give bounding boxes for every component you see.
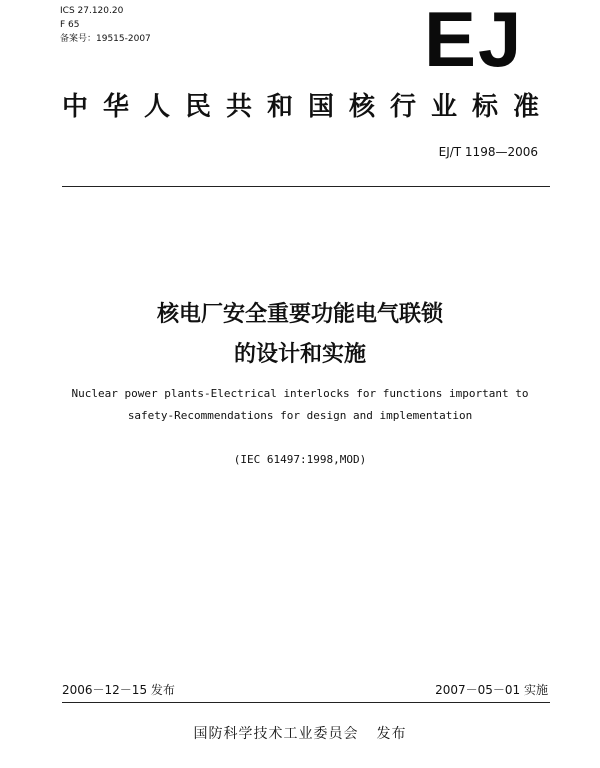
issuer-name: 国防科学技术工业委员会 (193, 726, 359, 742)
english-title-line-1: Nuclear power plants-Electrical interlocks for functions important to (71, 387, 529, 400)
ccs-code: F 65 (60, 20, 80, 30)
issue-date: 2006－12－15 发布 (62, 683, 175, 697)
record-number: 备案号：19515-2007 (60, 34, 151, 44)
implementation-date: 2007－05－01 实施 (435, 683, 548, 697)
issuer-line (0, 723, 600, 743)
top-divider (62, 186, 550, 187)
standard-number: EJ/T 1198—2006 (438, 145, 538, 159)
bottom-divider (62, 702, 550, 703)
english-title-line-2: safety-Recommendations for design and implementation (127, 409, 473, 422)
standard-type-heading: 中华人民共和国核行业标准 (62, 92, 555, 122)
issuer-action: 发布 (376, 726, 407, 742)
ej-logo: EJ (424, 0, 524, 83)
chinese-title-line-2: 的设计和实施 (233, 342, 366, 367)
chinese-title-line-1: 核电厂安全重要功能电气联锁 (156, 302, 443, 327)
ics-code: ICS 27.120.20 (60, 6, 124, 16)
adoption-reference: (IEC 61497:1998,MOD) (233, 453, 367, 466)
classification-block (60, 4, 151, 46)
